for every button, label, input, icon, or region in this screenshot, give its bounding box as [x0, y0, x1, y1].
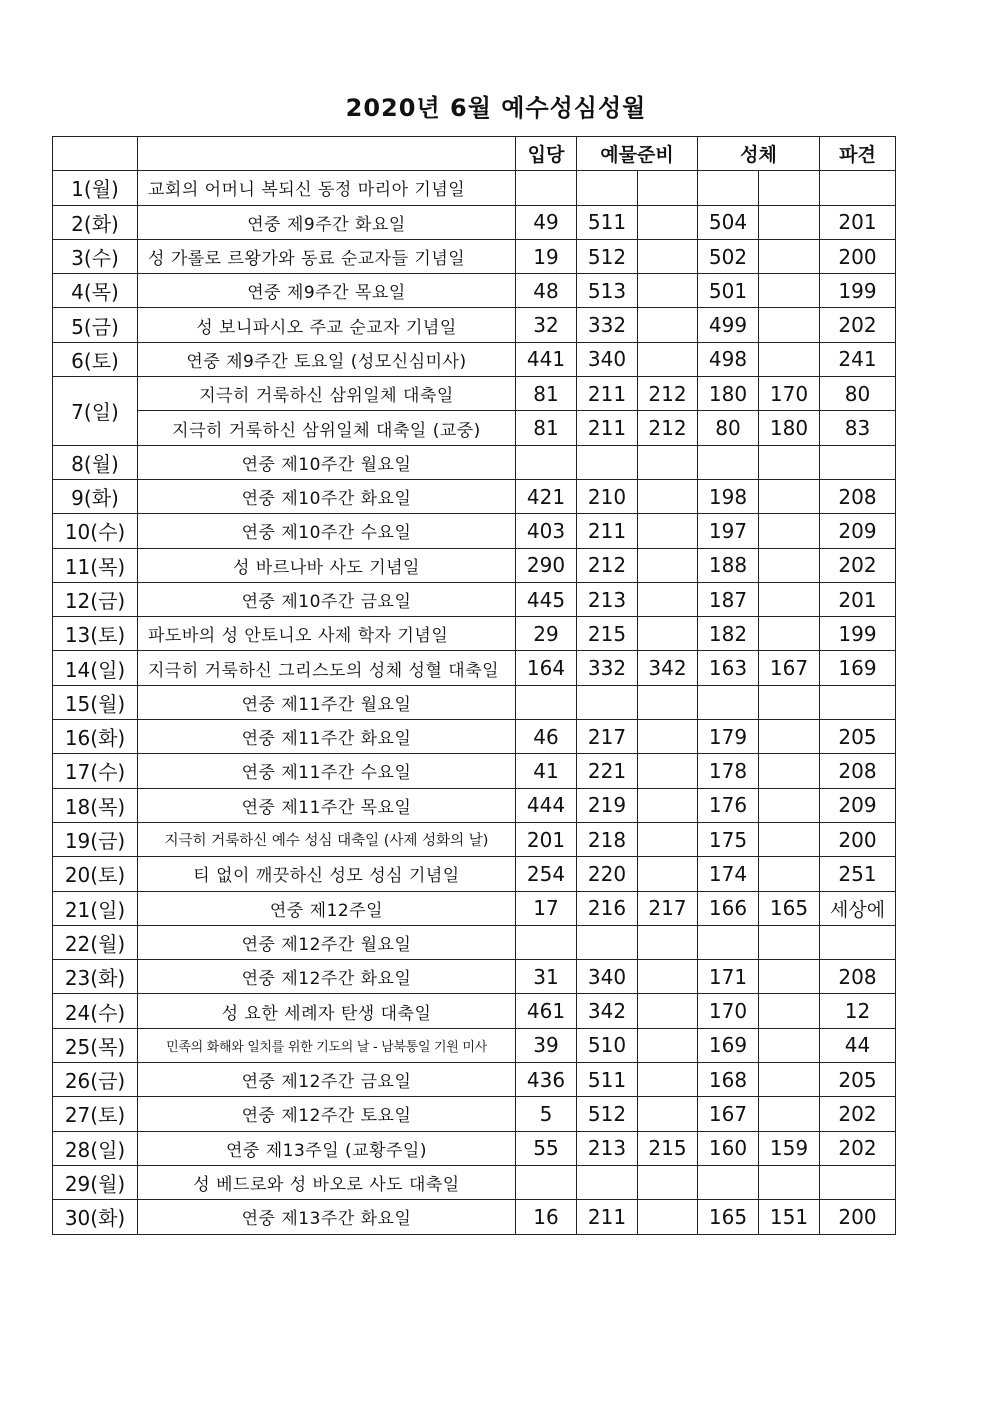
entrance-cell: [516, 171, 577, 205]
communion-cell-2: [759, 342, 820, 376]
celebration-cell: 성 베드로와 성 바오로 사도 대축일: [138, 1165, 516, 1199]
entrance-cell: 461: [516, 994, 577, 1028]
table-row: [53, 239, 896, 273]
offertory-cell-1: 210: [577, 479, 638, 513]
entrance-cell: 436: [516, 1063, 577, 1097]
communion-cell-2: [759, 205, 820, 239]
date-cell: 20(토): [53, 857, 138, 891]
communion-cell-2: [759, 685, 820, 719]
offertory-cell-2: [638, 171, 698, 205]
offertory-cell-2: [638, 582, 698, 616]
table-row: [53, 891, 896, 925]
communion-cell-1: 170: [698, 994, 759, 1028]
dismissal-cell: 83: [820, 411, 896, 445]
celebration-cell: 지극히 거룩하신 삼위일체 대축일 (교중): [138, 411, 516, 445]
page-title: 2020년 6월 예수성심성월: [345, 94, 647, 122]
offertory-cell-1: 213: [577, 582, 638, 616]
offertory-cell-2: [638, 960, 698, 994]
offertory-cell-2: 217: [638, 891, 698, 925]
table-row: [53, 548, 896, 582]
table-row: [53, 479, 896, 513]
entrance-cell: 5: [516, 1097, 577, 1131]
offertory-cell-2: [638, 205, 698, 239]
offertory-cell-2: 212: [638, 411, 698, 445]
communion-cell-1: 174: [698, 857, 759, 891]
entrance-cell: 254: [516, 857, 577, 891]
offertory-cell-2: [638, 514, 698, 548]
communion-cell-1: 167: [698, 1097, 759, 1131]
entrance-cell: 403: [516, 514, 577, 548]
entrance-cell: [516, 925, 577, 959]
offertory-cell-1: 213: [577, 1131, 638, 1165]
entrance-cell: [516, 445, 577, 479]
celebration-cell: 연중 제11주간 화요일: [138, 720, 516, 754]
entrance-cell: 29: [516, 617, 577, 651]
date-cell: 7(일): [53, 377, 138, 446]
offertory-cell-2: [638, 925, 698, 959]
dismissal-cell: [820, 1165, 896, 1199]
offertory-cell-1: 340: [577, 960, 638, 994]
offertory-cell-2: [638, 720, 698, 754]
offertory-cell-1: 215: [577, 617, 638, 651]
offertory-cell-1: 219: [577, 788, 638, 822]
offertory-cell-2: [638, 548, 698, 582]
offertory-cell-2: 342: [638, 651, 698, 685]
celebration-cell: 파도바의 성 안토니오 사제 학자 기념일: [138, 617, 516, 651]
entrance-cell: 19: [516, 239, 577, 273]
table-row: [53, 1028, 896, 1062]
communion-cell-2: [759, 239, 820, 273]
dismissal-cell: 200: [820, 822, 896, 856]
communion-cell-1: 197: [698, 514, 759, 548]
communion-cell-1: 504: [698, 205, 759, 239]
communion-cell-1: [698, 171, 759, 205]
celebration-cell: 지극히 거룩하신 예수 성심 대축일 (사제 성화의 날): [138, 822, 516, 856]
offertory-cell-1: 512: [577, 239, 638, 273]
celebration-cell: 연중 제9주간 목요일: [138, 274, 516, 308]
celebration-cell: 연중 제12주간 토요일: [138, 1097, 516, 1131]
offertory-cell-1: 512: [577, 1097, 638, 1131]
entrance-cell: 421: [516, 479, 577, 513]
offertory-cell-1: 211: [577, 411, 638, 445]
communion-cell-1: 166: [698, 891, 759, 925]
communion-cell-1: [698, 445, 759, 479]
communion-cell-2: [759, 274, 820, 308]
communion-cell-1: 501: [698, 274, 759, 308]
offertory-cell-1: 216: [577, 891, 638, 925]
date-cell: 1(월): [53, 171, 138, 205]
date-cell: 16(화): [53, 720, 138, 754]
date-cell: 23(화): [53, 960, 138, 994]
communion-cell-1: 198: [698, 479, 759, 513]
date-cell: 12(금): [53, 582, 138, 616]
celebration-cell: 지극히 거룩하신 삼위일체 대축일: [138, 377, 516, 411]
offertory-cell-1: 211: [577, 1200, 638, 1234]
date-cell: 5(금): [53, 308, 138, 342]
entrance-cell: 201: [516, 822, 577, 856]
communion-cell-1: [698, 1165, 759, 1199]
table-row: [53, 1131, 896, 1165]
table-row: [53, 925, 896, 959]
offertory-cell-1: 211: [577, 514, 638, 548]
date-cell: 19(금): [53, 822, 138, 856]
dismissal-cell: 202: [820, 308, 896, 342]
table-body: [53, 171, 896, 1234]
header-communion: 성체: [698, 137, 820, 171]
offertory-cell-2: [638, 1097, 698, 1131]
date-cell: 13(토): [53, 617, 138, 651]
celebration-cell: 성 요한 세례자 탄생 대축일: [138, 994, 516, 1028]
date-cell: 26(금): [53, 1063, 138, 1097]
offertory-cell-2: [638, 994, 698, 1028]
communion-cell-1: 171: [698, 960, 759, 994]
date-cell: 15(월): [53, 685, 138, 719]
dismissal-cell: 200: [820, 1200, 896, 1234]
celebration-cell: 연중 제10주간 월요일: [138, 445, 516, 479]
date-cell: 27(토): [53, 1097, 138, 1131]
communion-cell-1: 182: [698, 617, 759, 651]
communion-cell-2: [759, 582, 820, 616]
celebration-cell: 연중 제11주간 목요일: [138, 788, 516, 822]
header-entrance: 입당: [516, 137, 577, 171]
offertory-cell-1: [577, 685, 638, 719]
offertory-cell-1: 211: [577, 377, 638, 411]
offertory-cell-2: [638, 788, 698, 822]
table-row: [53, 857, 896, 891]
table-row: [53, 617, 896, 651]
header-description: [138, 137, 516, 171]
date-cell: 8(월): [53, 445, 138, 479]
dismissal-cell: 201: [820, 582, 896, 616]
celebration-cell: 교회의 어머니 복되신 동정 마리아 기념일: [138, 171, 516, 205]
entrance-cell: 32: [516, 308, 577, 342]
dismissal-cell: 209: [820, 788, 896, 822]
communion-cell-1: 80: [698, 411, 759, 445]
entrance-cell: 290: [516, 548, 577, 582]
offertory-cell-2: 215: [638, 1131, 698, 1165]
communion-cell-1: 188: [698, 548, 759, 582]
dismissal-cell: 205: [820, 720, 896, 754]
communion-cell-1: 499: [698, 308, 759, 342]
entrance-cell: 164: [516, 651, 577, 685]
dismissal-cell: 205: [820, 1063, 896, 1097]
entrance-cell: 49: [516, 205, 577, 239]
offertory-cell-2: [638, 857, 698, 891]
dismissal-cell: 44: [820, 1028, 896, 1062]
dismissal-cell: 12: [820, 994, 896, 1028]
dismissal-cell: 201: [820, 205, 896, 239]
table-row: [53, 822, 896, 856]
date-cell: 29(월): [53, 1165, 138, 1199]
table-row: [53, 1063, 896, 1097]
offertory-cell-1: [577, 1165, 638, 1199]
offertory-cell-1: 217: [577, 720, 638, 754]
communion-cell-2: [759, 479, 820, 513]
date-cell: 14(일): [53, 651, 138, 685]
communion-cell-2: [759, 1028, 820, 1062]
offertory-cell-2: [638, 822, 698, 856]
dismissal-cell: 202: [820, 1097, 896, 1131]
entrance-cell: 445: [516, 582, 577, 616]
celebration-cell: 연중 제13주간 화요일: [138, 1200, 516, 1234]
communion-cell-2: [759, 1165, 820, 1199]
date-cell: 3(수): [53, 239, 138, 273]
communion-cell-1: 180: [698, 377, 759, 411]
table-row: [53, 411, 896, 445]
entrance-cell: 81: [516, 377, 577, 411]
offertory-cell-2: [638, 685, 698, 719]
date-cell: 10(수): [53, 514, 138, 548]
offertory-cell-1: 212: [577, 548, 638, 582]
dismissal-cell: 208: [820, 754, 896, 788]
dismissal-cell: 세상에: [820, 891, 896, 925]
date-cell: 11(목): [53, 548, 138, 582]
header-date: [53, 137, 138, 171]
offertory-cell-2: [638, 239, 698, 273]
offertory-cell-1: 342: [577, 994, 638, 1028]
communion-cell-2: [759, 857, 820, 891]
entrance-cell: [516, 1165, 577, 1199]
offertory-cell-2: [638, 479, 698, 513]
dismissal-cell: 208: [820, 479, 896, 513]
date-cell: 9(화): [53, 479, 138, 513]
table-row: [53, 308, 896, 342]
communion-cell-2: 170: [759, 377, 820, 411]
offertory-cell-2: [638, 1165, 698, 1199]
table-row: [53, 685, 896, 719]
date-cell: 21(일): [53, 891, 138, 925]
entrance-cell: 41: [516, 754, 577, 788]
dismissal-cell: [820, 925, 896, 959]
date-cell: 4(목): [53, 274, 138, 308]
communion-cell-2: [759, 1063, 820, 1097]
table-row: [53, 445, 896, 479]
entrance-cell: 48: [516, 274, 577, 308]
celebration-cell: 성 바르나바 사도 기념일: [138, 548, 516, 582]
celebration-cell: 티 없이 깨끗하신 성모 성심 기념일: [138, 857, 516, 891]
dismissal-cell: 200: [820, 239, 896, 273]
communion-cell-2: [759, 1097, 820, 1131]
communion-cell-2: 180: [759, 411, 820, 445]
table-row: [53, 788, 896, 822]
entrance-cell: [516, 685, 577, 719]
header-offertory: 예물준비: [577, 137, 698, 171]
celebration-cell: 연중 제9주간 화요일: [138, 205, 516, 239]
dismissal-cell: [820, 445, 896, 479]
communion-cell-2: [759, 445, 820, 479]
offertory-cell-2: [638, 308, 698, 342]
table-row: [53, 1097, 896, 1131]
table-row: [53, 960, 896, 994]
communion-cell-1: 176: [698, 788, 759, 822]
celebration-cell: 연중 제10주간 수요일: [138, 514, 516, 548]
celebration-cell: 민족의 화해와 일치를 위한 기도의 날 - 남북통일 기원 미사: [138, 1028, 516, 1062]
communion-cell-1: 168: [698, 1063, 759, 1097]
date-cell: 24(수): [53, 994, 138, 1028]
communion-cell-1: 187: [698, 582, 759, 616]
communion-cell-2: 151: [759, 1200, 820, 1234]
communion-cell-1: [698, 685, 759, 719]
entrance-cell: 441: [516, 342, 577, 376]
header-row: [53, 137, 896, 171]
entrance-cell: 46: [516, 720, 577, 754]
communion-cell-1: 175: [698, 822, 759, 856]
entrance-cell: 444: [516, 788, 577, 822]
dismissal-cell: 199: [820, 274, 896, 308]
communion-cell-1: 498: [698, 342, 759, 376]
offertory-cell-1: 510: [577, 1028, 638, 1062]
header-dismissal: 파견: [820, 137, 896, 171]
date-cell: 17(수): [53, 754, 138, 788]
dismissal-cell: 169: [820, 651, 896, 685]
communion-cell-2: [759, 514, 820, 548]
hymn-schedule-table: [52, 136, 896, 1235]
celebration-cell: 연중 제12주간 월요일: [138, 925, 516, 959]
offertory-cell-1: 511: [577, 205, 638, 239]
offertory-cell-1: 332: [577, 651, 638, 685]
communion-cell-2: [759, 822, 820, 856]
communion-cell-2: [759, 308, 820, 342]
date-cell: 2(화): [53, 205, 138, 239]
dismissal-cell: 251: [820, 857, 896, 891]
date-cell: 25(목): [53, 1028, 138, 1062]
communion-cell-1: [698, 925, 759, 959]
table-row: [53, 514, 896, 548]
celebration-cell: 연중 제12주일: [138, 891, 516, 925]
table-row: [53, 720, 896, 754]
offertory-cell-2: [638, 342, 698, 376]
communion-cell-2: [759, 788, 820, 822]
table-row: [53, 377, 896, 411]
celebration-cell: 연중 제9주간 토요일 (성모신심미사): [138, 342, 516, 376]
communion-cell-2: [759, 171, 820, 205]
communion-cell-1: 160: [698, 1131, 759, 1165]
communion-cell-2: 167: [759, 651, 820, 685]
dismissal-cell: 199: [820, 617, 896, 651]
date-cell: 6(토): [53, 342, 138, 376]
offertory-cell-2: [638, 1063, 698, 1097]
table-row: [53, 171, 896, 205]
entrance-cell: 17: [516, 891, 577, 925]
entrance-cell: 31: [516, 960, 577, 994]
communion-cell-2: 165: [759, 891, 820, 925]
communion-cell-2: [759, 994, 820, 1028]
date-cell: 30(화): [53, 1200, 138, 1234]
offertory-cell-1: [577, 171, 638, 205]
communion-cell-2: [759, 960, 820, 994]
entrance-cell: 39: [516, 1028, 577, 1062]
date-cell: 18(목): [53, 788, 138, 822]
communion-cell-1: 179: [698, 720, 759, 754]
table-row: [53, 582, 896, 616]
dismissal-cell: 202: [820, 548, 896, 582]
communion-cell-2: [759, 617, 820, 651]
offertory-cell-1: 340: [577, 342, 638, 376]
dismissal-cell: [820, 685, 896, 719]
offertory-cell-1: 218: [577, 822, 638, 856]
communion-cell-2: [759, 548, 820, 582]
celebration-cell: 성 보니파시오 주교 순교자 기념일: [138, 308, 516, 342]
dismissal-cell: [820, 171, 896, 205]
dismissal-cell: 202: [820, 1131, 896, 1165]
celebration-cell: 지극히 거룩하신 그리스도의 성체 성혈 대축일: [138, 651, 516, 685]
table-row: [53, 651, 896, 685]
offertory-cell-1: 221: [577, 754, 638, 788]
communion-cell-1: 163: [698, 651, 759, 685]
offertory-cell-1: [577, 925, 638, 959]
offertory-cell-2: [638, 1200, 698, 1234]
entrance-cell: 55: [516, 1131, 577, 1165]
offertory-cell-2: [638, 754, 698, 788]
celebration-cell: 연중 제13주일 (교황주일): [138, 1131, 516, 1165]
celebration-cell: 연중 제11주간 수요일: [138, 754, 516, 788]
date-cell: 22(월): [53, 925, 138, 959]
communion-cell-1: 169: [698, 1028, 759, 1062]
offertory-cell-2: [638, 445, 698, 479]
table-row: [53, 754, 896, 788]
celebration-cell: 연중 제10주간 화요일: [138, 479, 516, 513]
table-row: [53, 1165, 896, 1199]
offertory-cell-2: [638, 1028, 698, 1062]
communion-cell-2: [759, 720, 820, 754]
table-row: [53, 994, 896, 1028]
communion-cell-2: [759, 754, 820, 788]
offertory-cell-1: [577, 445, 638, 479]
table-row: [53, 1200, 896, 1234]
communion-cell-2: 159: [759, 1131, 820, 1165]
offertory-cell-1: 332: [577, 308, 638, 342]
offertory-cell-1: 513: [577, 274, 638, 308]
communion-cell-1: 165: [698, 1200, 759, 1234]
dismissal-cell: 208: [820, 960, 896, 994]
table-row: [53, 274, 896, 308]
communion-cell-1: 502: [698, 239, 759, 273]
table-row: [53, 205, 896, 239]
date-cell: 28(일): [53, 1131, 138, 1165]
celebration-cell: 연중 제10주간 금요일: [138, 582, 516, 616]
celebration-cell: 연중 제11주간 월요일: [138, 685, 516, 719]
offertory-cell-1: 220: [577, 857, 638, 891]
table-row: [53, 342, 896, 376]
offertory-cell-2: [638, 274, 698, 308]
communion-cell-1: 178: [698, 754, 759, 788]
dismissal-cell: 80: [820, 377, 896, 411]
entrance-cell: 16: [516, 1200, 577, 1234]
offertory-cell-1: 511: [577, 1063, 638, 1097]
offertory-cell-2: [638, 617, 698, 651]
entrance-cell: 81: [516, 411, 577, 445]
celebration-cell: 연중 제12주간 화요일: [138, 960, 516, 994]
celebration-cell: 연중 제12주간 금요일: [138, 1063, 516, 1097]
dismissal-cell: 209: [820, 514, 896, 548]
dismissal-cell: 241: [820, 342, 896, 376]
offertory-cell-2: 212: [638, 377, 698, 411]
communion-cell-2: [759, 925, 820, 959]
celebration-cell: 성 가롤로 르왕가와 동료 순교자들 기념일: [138, 239, 516, 273]
